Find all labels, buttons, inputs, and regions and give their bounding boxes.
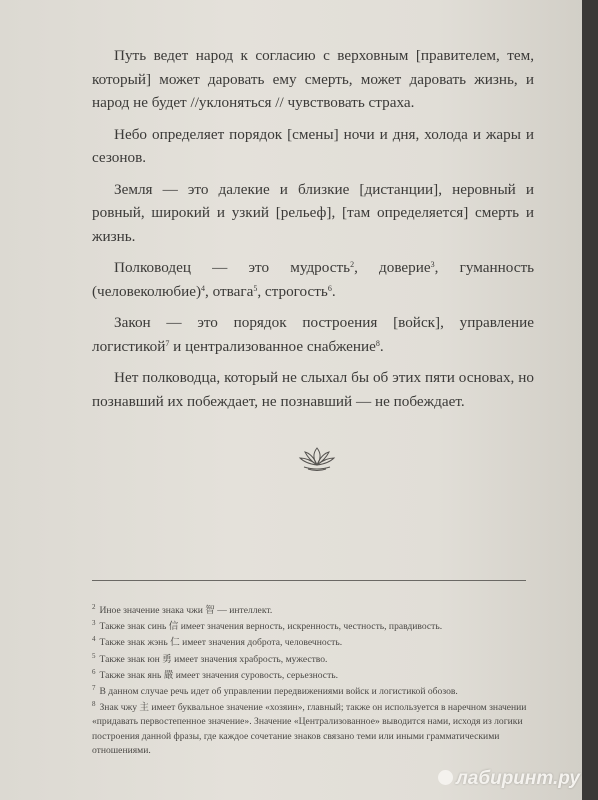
footnote-ref: 7 [165,338,170,348]
text-run: Закон — это порядок построения [войск], управление логистикой [92,314,534,355]
main-text [92,44,534,421]
footnote-text: Также знак синь 信 имеет значения верность, искренность, честность, правдивость. [99,621,443,633]
footnote [92,669,528,683]
footnote [92,604,528,618]
text-run: , отвага [205,282,254,300]
footnote [92,685,528,699]
paragraph [92,256,534,303]
lotus-icon [296,444,338,472]
footnote [92,701,528,758]
footnote-text: Иное значение знака чжи 智 — интеллект. [99,605,273,616]
paragraph: Небо определяет порядок [смены] ночи и дня, холода и жары и сезонов. [92,125,534,166]
footnote-ref: 2 [350,260,355,269]
footnote-number: 6 [92,667,96,676]
text-run: Полководец — это мудрость [114,259,351,276]
footnote-divider [92,580,526,581]
paragraph: Земля — это далекие и близкие [дистанции], неровный и ровный, широкий и узкий [рельеф], [там определяется] смерть и жизнь. [92,180,534,245]
footnote-number: 8 [92,700,96,709]
paragraph [92,311,534,358]
footnote-text: Знак чжу 主 имеет буквальное значение «хозяин», главный; также он используется в наречном значении «придавать первостепенное значение». Значение «Централизованное» выводится нами, исходя из логики построения данной фразы, где каждое сочетание знаков связано теми или иными грамматическими отношениями. [92,702,527,756]
watermark-text: лабиринт.ру [455,768,580,789]
footnote-text: Также знак жэнь 仁 имеет значения доброта, человечность. [99,637,343,649]
footnote [92,653,528,667]
paragraph: Нет полководца, который не слыхал бы об этих пяти основах, но познавший их побеждает, не познавший — не побеждает. [92,369,534,410]
text-run: , доверие [354,259,431,276]
footnote-number: 2 [92,603,96,611]
footnote-number: 7 [92,684,96,693]
footnote-ref: 4 [201,283,206,293]
watermark [438,768,580,790]
footnote-ref: 3 [430,260,435,269]
footnote-text: Также знак юн 勇 имеет значения храбрость, мужество. [99,653,328,665]
text-run: и централизованное снабжение [169,337,376,355]
footnote-number: 5 [92,651,96,660]
watermark-logo-icon [438,770,453,785]
text-run: . [379,337,384,355]
paragraph: Путь ведет народ к согласию с верховным [правителем, тем, который] может даровать ему смерть, может даровать жизнь, и народ не будет //уклоняться // чувствовать страха. [92,47,534,111]
footnote-text: Также знак янь 嚴 имеет значения суровость, серьезность. [99,669,339,681]
footnote-number: 4 [92,635,96,644]
footnote-number: 3 [92,619,96,628]
footnote-text: В данном случае речь идет об управлении передвижениями войск и логистикой обозов. [99,686,458,698]
footnotes [92,604,528,760]
text-run: , гуманность (человеколюбие) [92,259,535,300]
text-run: . [331,282,336,300]
footnote-ref: 6 [327,283,332,293]
footnote-ref: 5 [253,283,258,293]
footnote-ref: 8 [375,338,380,348]
footnote [92,620,528,634]
text-run: , строгость [257,282,328,300]
footnote [92,636,528,650]
